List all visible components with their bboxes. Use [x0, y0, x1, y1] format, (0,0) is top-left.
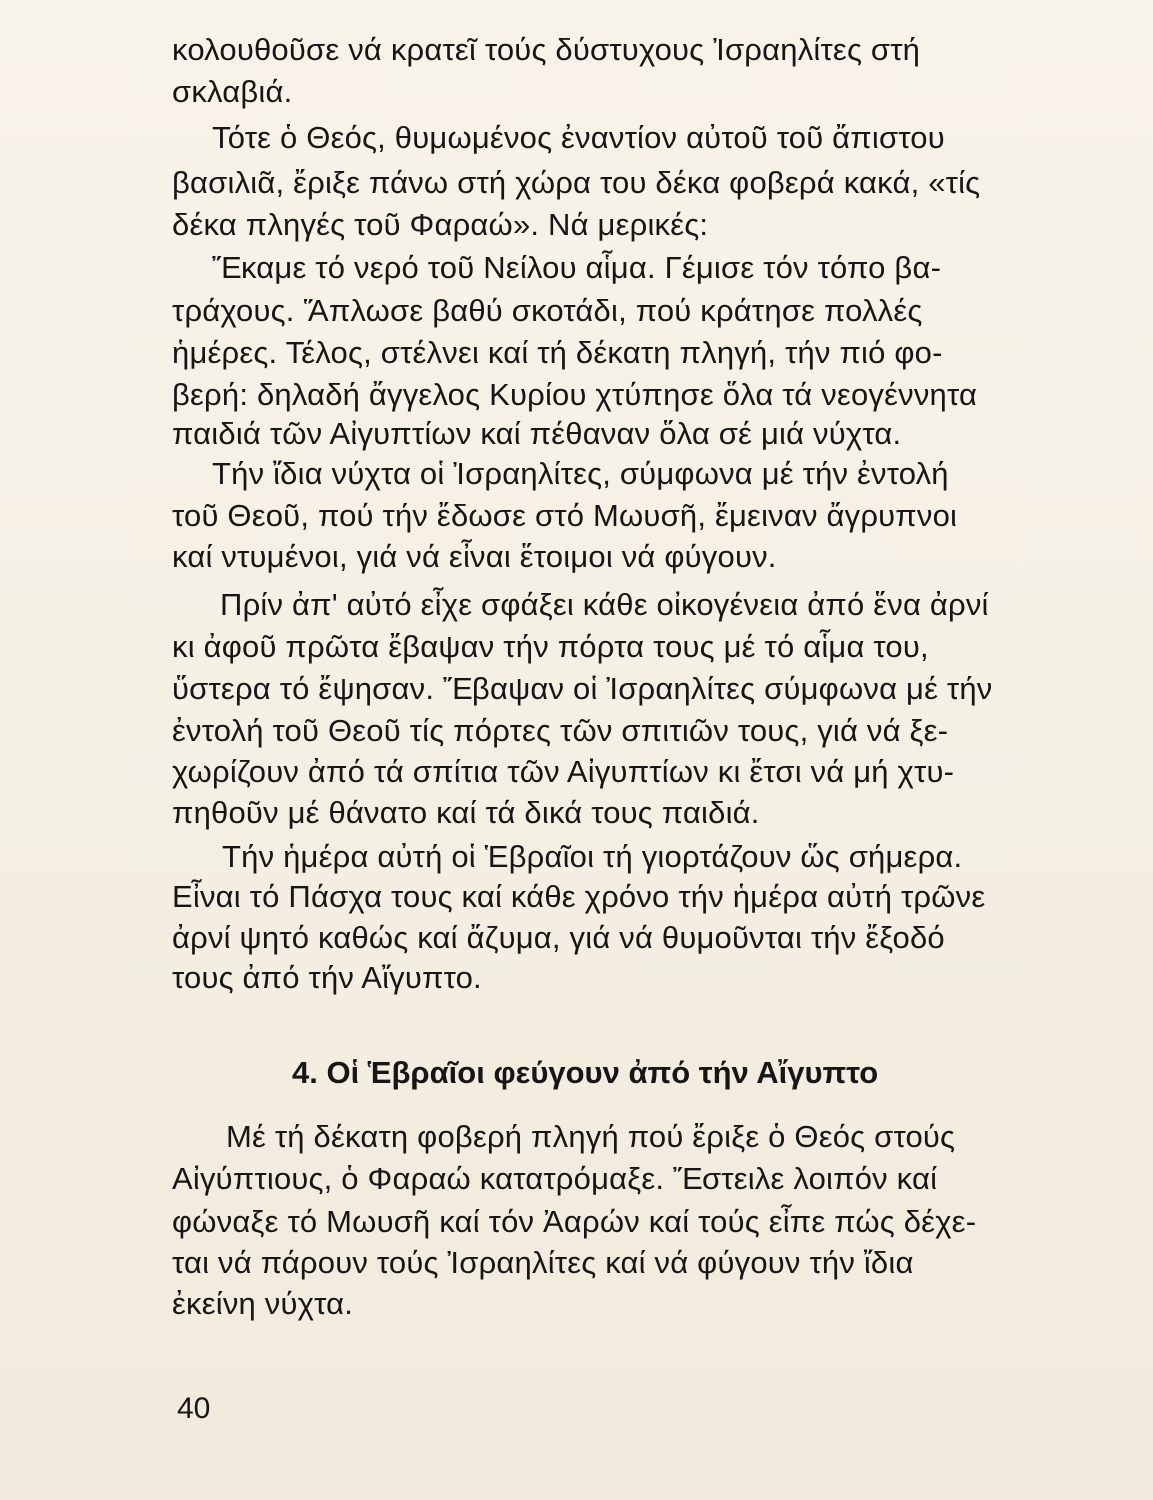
- text-line: Ἔκαμε τό νερό τοῦ Νείλου αἷμα. Γέμισε τόν τόπο βα-: [212, 250, 942, 285]
- text-line: πηθοῦν μέ θάνατο καί τά δικά τους παιδιά.: [172, 795, 760, 830]
- text-line: Τήν ἴδια νύχτα οἱ Ἰσραηλίτες, σύμφωνα μέ τήν ἐντολή: [212, 456, 949, 491]
- text-line: κι ἀφοῦ πρῶτα ἔβαψαν τήν πόρτα τους μέ τό αἷμα του,: [172, 629, 929, 664]
- text-line: κολουθοῦσε νά κρατεῖ τούς δύστυχους Ἰσραηλίτες στή: [172, 32, 921, 67]
- text-line: παιδιά τῶν Αἰγυπτίων καί πέθαναν ὅλα σέ μιά νύχτα.: [172, 416, 902, 451]
- text-line: ὕστερα τό ἔψησαν. Ἔβαψαν οἱ Ἰσραηλίτες σύμφωνα μέ τήν: [172, 671, 993, 706]
- section-heading: 4. Οἱ Ἑβραῖοι φεύγουν ἀπό τήν Αἴγυπτο: [292, 1055, 879, 1090]
- text-line: Τότε ὁ Θεός, θυμωμένος ἐναντίον αὐτοῦ τοῦ ἄπιστου: [212, 120, 945, 155]
- text-line: τους ἀπό τήν Αἴγυπτο.: [172, 960, 482, 995]
- text-line: φώναξε τό Μωυσῆ καί τόν Ἀαρών καί τούς εἶπε πώς δέχε-: [172, 1204, 977, 1239]
- text-line: Αἰγύπτιους, ὁ Φαραώ κατατρόμαξε. Ἔστειλε λοιπόν καί: [172, 1161, 938, 1196]
- text-line: καί ντυμένοι, γιά νά εἶναι ἕτοιμοι νά φύγουν.: [172, 539, 777, 574]
- text-line: σκλαβιά.: [172, 74, 293, 109]
- text-line: Εἶναι τό Πάσχα τους καί κάθε χρόνο τήν ἡμέρα αὐτή τρῶνε: [172, 879, 986, 914]
- text-line: βερή: δηλαδή ἄγγελος Κυρίου χτύπησε ὅλα τά νεογέννητα: [172, 377, 978, 412]
- text-line: Πρίν ἀπ' αὐτό εἶχε σφάξει κάθε οἰκογένεια ἀπό ἕνα ἀρνί: [220, 587, 989, 622]
- text-line: χωρίζουν ἀπό τά σπίτια τῶν Αἰγυπτίων κι ἔτσι νά μή χτυ-: [172, 754, 955, 789]
- page-number: 40: [177, 1392, 211, 1425]
- text-line: τοῦ Θεοῦ, πού τήν ἔδωσε στό Μωυσῆ, ἔμειναν ἄγρυπνοι: [172, 498, 958, 533]
- text-line: βασιλιᾶ, ἔριξε πάνω στή χώρα του δέκα φοβερά κακά, «τίς: [172, 165, 981, 200]
- text-line: ἐκείνη νύχτα.: [172, 1286, 354, 1321]
- text-line: τράχους. Ἅπλωσε βαθύ σκοτάδι, πού κράτησε πολλές: [172, 293, 923, 328]
- text-line: ἡμέρες. Τέλος, στέλνει καί τή δέκατη πληγή, τήν πιό φο-: [172, 335, 943, 370]
- text-line: δέκα πληγές τοῦ Φαραώ». Νά μερικές:: [172, 207, 709, 242]
- text-line: ἀρνί ψητό καθώς καί ἄζυμα, γιά νά θυμοῦνται τήν ἔξοδό: [172, 920, 945, 955]
- text-line: Μέ τή δέκατη φοβερή πληγή πού ἔριξε ὁ Θεός στούς: [226, 1119, 956, 1154]
- text-line: ἐντολή τοῦ Θεοῦ τίς πόρτες τῶν σπιτιῶν τους, γιά νά ξε-: [172, 713, 949, 748]
- text-line: Τήν ἡμέρα αὐτή οἱ Ἑβραῖοι τή γιορτάζουν ὥς σήμερα.: [222, 839, 963, 874]
- text-line: ται νά πάρουν τούς Ἰσραηλίτες καί νά φύγουν τήν ἴδια: [172, 1245, 914, 1280]
